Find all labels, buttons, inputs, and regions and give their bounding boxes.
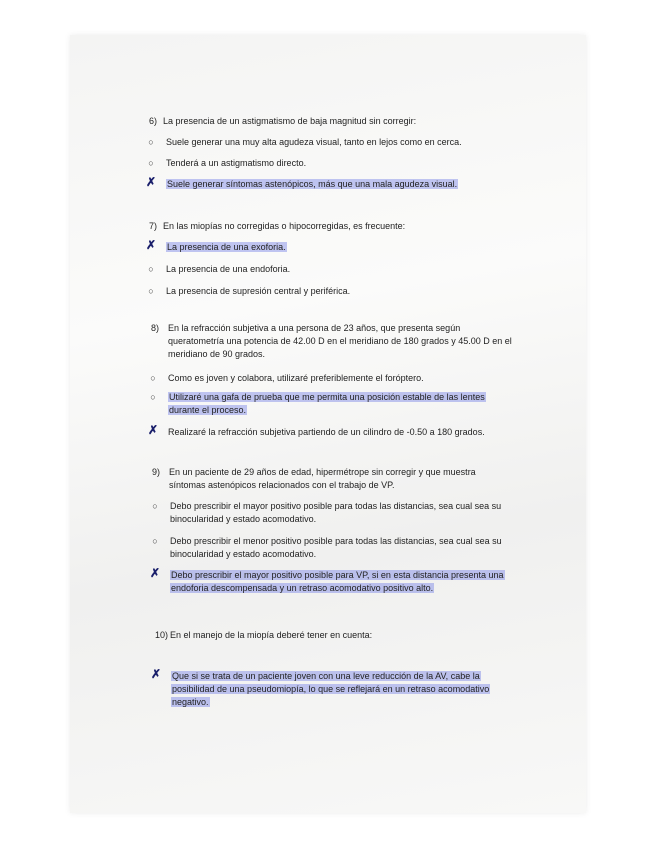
cross-mark-icon: ✗ bbox=[150, 566, 161, 580]
cross-mark-icon: ✗ bbox=[146, 175, 157, 189]
question-text: En la refracción subjetiva a una persona de 23 años, que presenta según queratometría una potencia de 42.00 D en el meridiano de 180 grados y 45.00 D en el meridiano de 90 grados. bbox=[168, 323, 512, 359]
question-text: En el manejo de la miopía deberé tener en cuenta: bbox=[170, 630, 373, 640]
radio-circle-icon: ○ bbox=[150, 392, 156, 402]
highlighted-answer: Suele generar síntomas astenópicos, más que una mala agudeza visual. bbox=[167, 179, 458, 189]
highlighted-answer: Que si se trata de un paciente joven con una leve reducción de la AV, cabe la posibilidad de una pseudomiopía, lo que se reflejará en un retraso acomodativo negativo. bbox=[172, 671, 490, 707]
highlighted-answer: Utilizaré una gafa de prueba que me permita una posición estable de las lentes durante el proceso. bbox=[169, 392, 485, 415]
option-text: La presencia de una endoforia. bbox=[166, 264, 291, 274]
question-text: En las miopías no corregidas o hipocorregidas, es frecuente: bbox=[163, 221, 406, 231]
highlighted-answer: La presencia de una exoforia. bbox=[167, 242, 286, 252]
option-text: Debo prescribir el menor positivo posible para todas las distancias, sea cual sea su binocularidad y estado acomodativo. bbox=[170, 536, 502, 559]
option-text: Debo prescribir el mayor positivo posible para todas las distancias, sea cual sea su binocularidad y estado acomodativo. bbox=[170, 501, 502, 524]
question-number: 9) bbox=[152, 467, 161, 477]
option-text: Suele generar una muy alta agudeza visual, tanto en lejos como en cerca. bbox=[166, 137, 462, 147]
question-number: 8) bbox=[151, 323, 160, 333]
option-text: La presencia de supresión central y periférica. bbox=[166, 286, 351, 296]
question-text: En un paciente de 29 años de edad, hipermétrope sin corregir y que muestra síntomas astenópicos relacionados con el trabajo de VP. bbox=[169, 467, 476, 490]
cross-mark-icon: ✗ bbox=[151, 667, 162, 681]
cross-mark-icon: ✗ bbox=[148, 423, 159, 437]
question-number: 7) bbox=[149, 221, 158, 231]
question-number: 6) bbox=[149, 116, 158, 126]
highlighted-answer: Debo prescribir el mayor positivo posible para VP, si en esta distancia presenta una endoforia descompensada y un retraso acomodativo positivo alto. bbox=[171, 570, 504, 593]
question-number: 10) bbox=[155, 630, 169, 640]
cross-mark-icon: ✗ bbox=[146, 238, 157, 252]
radio-circle-icon: ○ bbox=[152, 501, 158, 511]
radio-circle-icon: ○ bbox=[148, 286, 154, 296]
radio-circle-icon: ○ bbox=[148, 137, 154, 147]
radio-circle-icon: ○ bbox=[148, 264, 154, 274]
radio-circle-icon: ○ bbox=[148, 158, 154, 168]
option-text: Realizaré la refracción subjetiva partiendo de un cilindro de -0.50 a 180 grados. bbox=[168, 427, 485, 437]
option-text: Tenderá a un astigmatismo directo. bbox=[166, 158, 307, 168]
radio-circle-icon: ○ bbox=[152, 536, 158, 546]
option-text: Como es joven y colabora, utilizaré preferiblemente el foróptero. bbox=[168, 373, 424, 383]
radio-circle-icon: ○ bbox=[150, 373, 156, 383]
question-text: La presencia de un astigmatismo de baja magnitud sin corregir: bbox=[163, 116, 417, 126]
